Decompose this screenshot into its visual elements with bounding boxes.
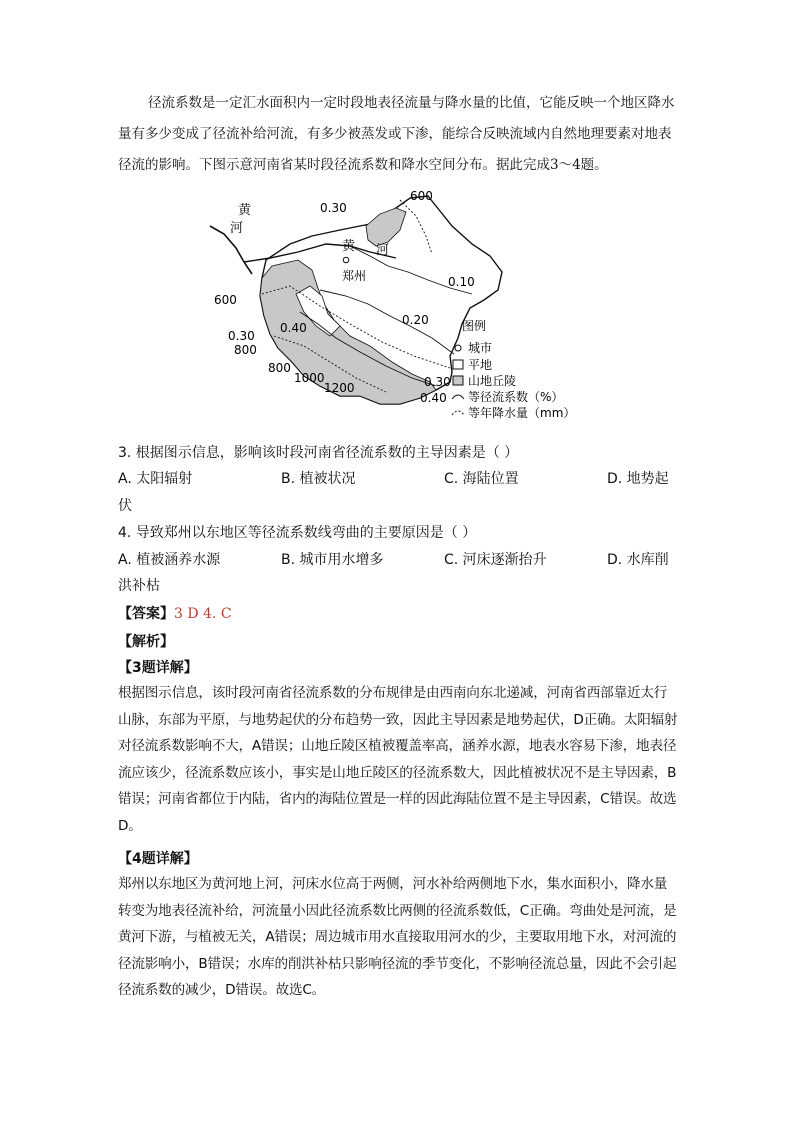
label-040a: 0.40 [280,321,307,335]
q3-option-d[interactable]: D. 地势起 [607,471,669,487]
zhengzhou-city-marker [343,257,349,263]
question-3-options [118,468,678,492]
q3-detail-text: 根据图示信息，该时段河南省径流系数的分布规律是由西南向东北递减，河南省西部靠近太行山脉，东部为平原，与地势起伏的分布趋势一致，因此主导因素是地势起伏，D正确。太阳辐射对径流系数影响不大，A错误；山地丘陵区植被覆盖率高，涵养水源，地表水容易下渗，地表径流应该少，径流系数应该小，事实是山地丘陵区的径流系数大，因此植被状况不是主导因素，B错误；河南省都位于内陆，省内的海陆位置是一样的因此海陆位置不是主导因素，C错误。故选D。 [118,685,678,834]
label-600a: 600 [410,189,433,203]
label-huang2: 黄 [342,239,356,254]
legend-title: 图例 [462,319,487,333]
label-600b: 600 [214,293,237,307]
label-he2: 河 [376,243,390,258]
label-040b: 0.40 [420,391,447,405]
legend-city: 城市 [468,341,493,355]
legend-precip-icon [452,411,464,415]
answer-label: 【答案】 [118,606,174,622]
label-800a: 800 [234,343,257,357]
q3-option-b[interactable]: B. 植被状况 [281,471,356,487]
label-zhengzhou: 郑州 [342,269,367,283]
legend-city-icon [455,345,461,351]
q4-option-b[interactable]: B. 城市用水增多 [281,552,384,568]
label-1000: 1000 [294,371,325,385]
q4-option-d[interactable]: D. 水库削 [607,552,669,568]
answer-value: 3 D 4. C [174,606,232,622]
q4-option-c[interactable]: C. 河床逐渐抬升 [444,552,547,568]
q3-option-d-continued: 伏 [118,498,132,514]
label-1200: 1200 [324,381,355,395]
map-legend [452,318,575,420]
label-huang1: 黄 [238,203,252,218]
legend-plain: 平地 [468,358,493,372]
question-4-options [118,549,678,573]
label-he1: 河 [230,221,244,236]
q4-option-a[interactable]: A. 植被涵养水源 [118,552,221,568]
label-010: 0.10 [448,275,475,289]
question-3-stem: 3. 根据图示信息，影响该时段河南省径流系数的主导因素是（ ） [118,445,519,461]
label-020: 0.20 [402,313,429,327]
label-030a: 0.30 [320,201,347,215]
legend-hill-icon [453,376,463,385]
q4-detail-label: 【4题详解】 [118,851,198,867]
analysis-label: 【解析】 [118,634,174,650]
label-800b: 800 [268,361,291,375]
q3-option-c[interactable]: C. 海陆位置 [444,471,519,487]
question-4-stem: 4. 导致郑州以东地区等径流系数线弯曲的主要原因是（ ） [118,525,477,541]
q4-option-d-continued: 洪补枯 [118,578,160,594]
henan-map-figure [200,186,600,426]
label-030c: 0.30 [424,375,451,389]
legend-runoff: 等径流系数（%） [468,390,564,404]
q4-detail-text: 郑州以东地区为黄河地上河，河床水位高于两侧，河水补给两侧地下水，集水面积小，降水量转变为地表径流补给，河流量小因此径流系数比两侧的径流系数低，C正确。弯曲处是河流，是黄河下游，与植被无关，A错误；周边城市用水直接取用河水的少，主要取用地下水，对河流的径流影响小，B错误；水库的削洪补枯只影响径流的季节变化，不影响径流总量，因此不会引起径流系数的减少，D错误。故选C。 [118,876,677,998]
intro-paragraph: 径流系数是一定汇水面积内一定时段地表径流量与降水量的比值，它能反映一个地区降水量有多少变成了径流补给河流，有多少被蒸发或下渗，能综合反映流域内自然地理要素对地表径流的影响。下图示意河南省某时段径流系数和降水空间分布。据此完成3～4题。 [118,95,675,173]
legend-hill: 山地丘陵 [468,374,517,388]
label-030b: 0.30 [228,329,255,343]
q3-option-a[interactable]: A. 太阳辐射 [118,471,193,487]
q3-detail-label: 【3题详解】 [118,660,198,676]
legend-precip: 等年降水量（mm） [468,406,576,420]
legend-plain-icon [453,360,463,369]
answer-line [118,603,232,623]
legend-runoff-icon [452,395,464,399]
